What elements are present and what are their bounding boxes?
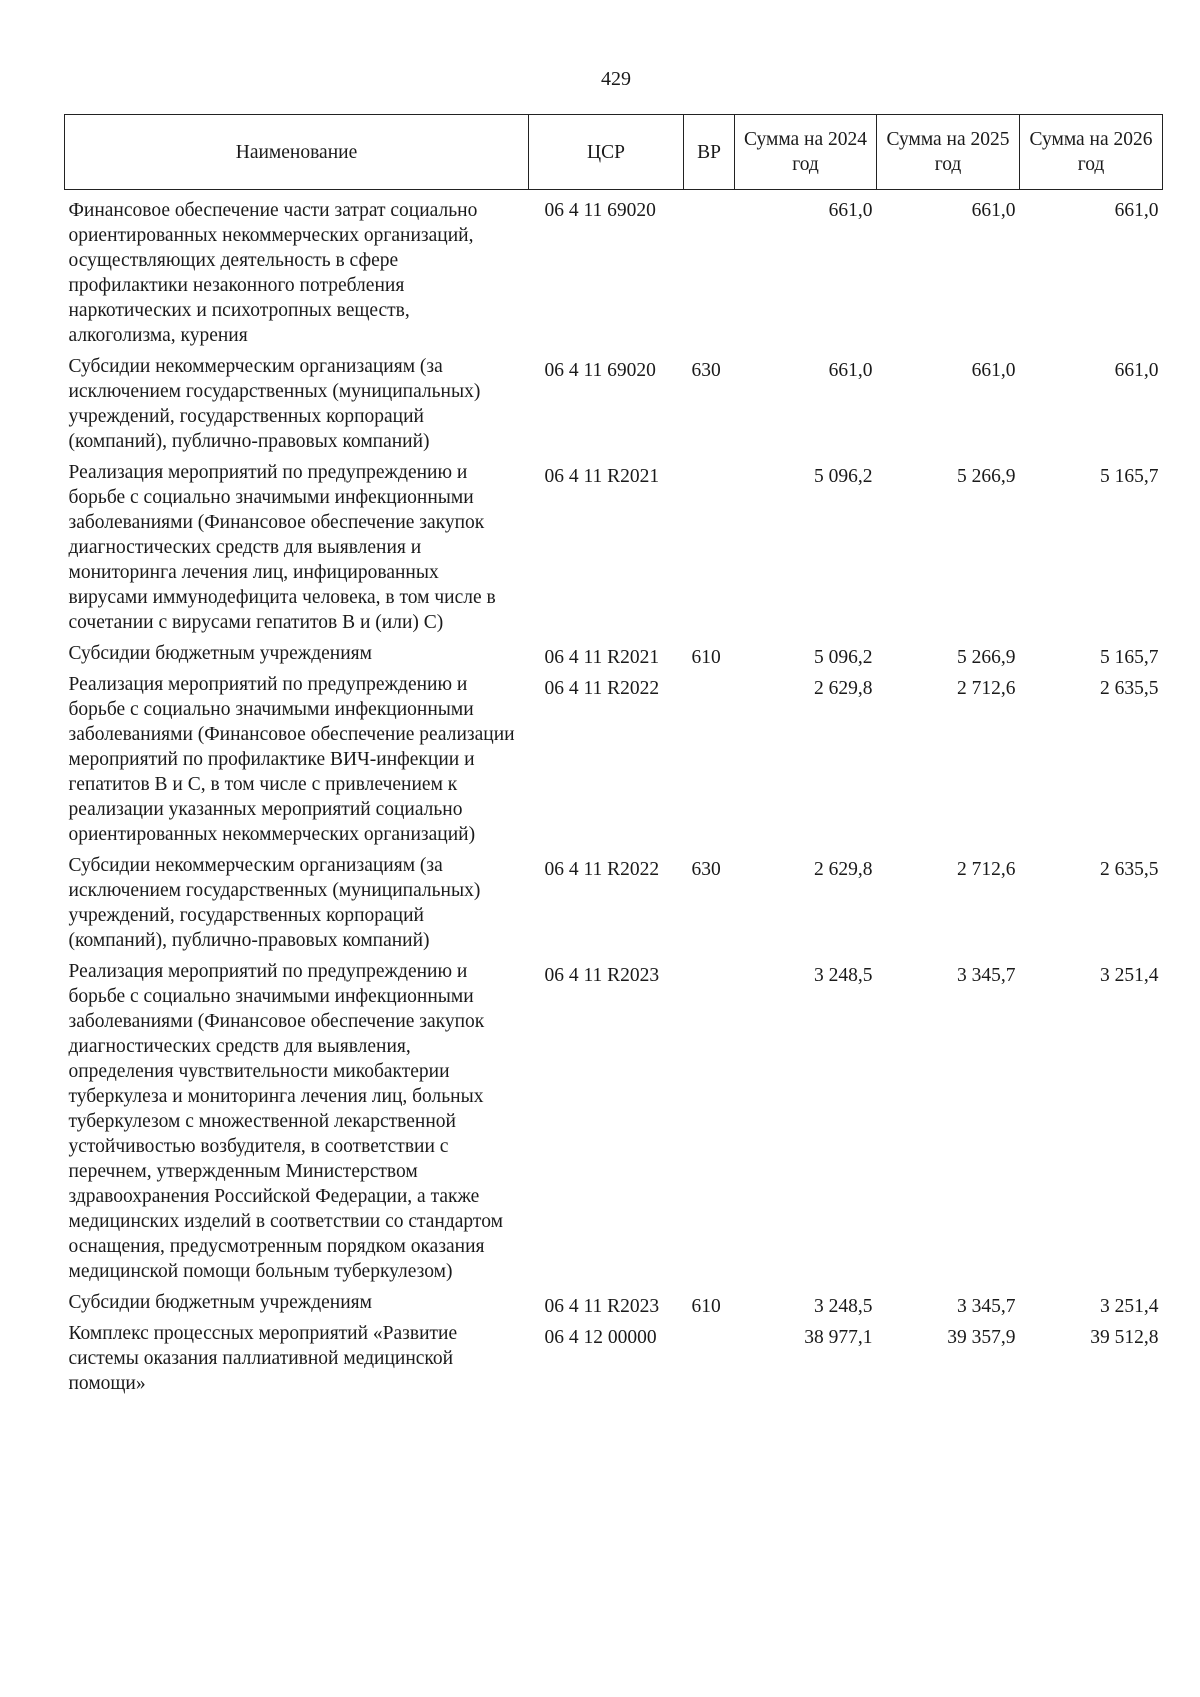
row-sum-2026: 5 165,7 <box>1100 466 1159 487</box>
row-csr: 06 4 11 R2023 <box>544 1296 660 1317</box>
header-sum-2026: Сумма на 2026 год <box>1020 115 1163 190</box>
row-sum-2025: 2 712,6 <box>957 678 1016 699</box>
row-csr: 06 4 11 R2021 <box>544 647 660 668</box>
row-csr: 06 4 11 69020 <box>544 200 656 221</box>
page-number: 429 <box>601 68 631 90</box>
row-vr <box>684 1321 735 1402</box>
row-sum-2025: 5 266,9 <box>957 466 1016 487</box>
table-row <box>65 1321 1163 1402</box>
row-name: Субсидии некоммерческим организациям (за исключением государственных (муниципальных) учреждений, государственных корпораций (компаний), публично-правовых компаний) <box>68 855 481 951</box>
table-row <box>65 460 1163 641</box>
row-sum-2024: 661,0 <box>828 360 873 381</box>
row-sum-2024: 3 248,5 <box>814 1296 873 1317</box>
row-sum-2026: 2 635,5 <box>1100 678 1159 699</box>
table-row <box>65 1290 1163 1321</box>
row-name: Комплекс процессных мероприятий «Развитие системы оказания паллиативной медицинской помощи» <box>68 1323 458 1394</box>
row-sum-2024: 5 096,2 <box>814 466 873 487</box>
header-sum-2025: Сумма на 2025 год <box>877 115 1020 190</box>
table-row <box>65 959 1163 1290</box>
row-vr: 630 <box>691 360 721 381</box>
table-body <box>65 190 1163 1403</box>
row-name: Субсидии некоммерческим организациям (за исключением государственных (муниципальных) учреждений, государственных корпораций (компаний), публично-правовых компаний) <box>68 356 481 452</box>
header-csr: ЦСР <box>529 115 684 190</box>
row-sum-2025: 661,0 <box>971 360 1016 381</box>
row-csr: 06 4 12 00000 <box>544 1327 657 1348</box>
header-vr: ВР <box>684 115 735 190</box>
row-sum-2026: 39 512,8 <box>1090 1327 1159 1348</box>
row-sum-2024: 3 248,5 <box>814 965 873 986</box>
table-row <box>65 190 1163 355</box>
row-sum-2026: 661,0 <box>1114 200 1159 221</box>
row-sum-2026: 2 635,5 <box>1100 859 1159 880</box>
row-sum-2024: 661,0 <box>828 200 873 221</box>
table-row <box>65 672 1163 853</box>
row-vr <box>684 672 735 853</box>
row-sum-2025: 661,0 <box>971 200 1016 221</box>
row-name: Реализация мероприятий по предупреждению и борьбе с социально значимыми инфекционными заболеваниями (Финансовое обеспечение закупок диагностических средств для выявления и мониторинга лечения лиц, инфицированных вирусами иммунодефицита человека, в том числе в сочетании с вирусами гепатитов В и (или) С) <box>68 462 496 633</box>
row-csr: 06 4 11 R2022 <box>544 859 660 880</box>
row-vr: 610 <box>691 1296 721 1317</box>
row-csr: 06 4 11 69020 <box>544 360 656 381</box>
row-name: Реализация мероприятий по предупреждению и борьбе с социально значимыми инфекционными заболеваниями (Финансовое обеспечение реализации мероприятий по профилактике ВИЧ-инфекции и гепатитов В и С, в том числе с привлечением к реализации указанных мероприятий социально ориентированных некоммерческих организаций) <box>68 674 515 845</box>
budget-table <box>64 114 1163 1402</box>
table-row <box>65 354 1163 460</box>
row-sum-2026: 3 251,4 <box>1100 965 1159 986</box>
row-sum-2024: 5 096,2 <box>814 647 873 668</box>
row-vr <box>684 460 735 641</box>
row-vr <box>684 190 735 355</box>
row-sum-2025: 3 345,7 <box>957 1296 1016 1317</box>
row-sum-2026: 5 165,7 <box>1100 647 1159 668</box>
row-name: Субсидии бюджетным учреждениям <box>68 1292 372 1313</box>
row-csr: 06 4 11 R2022 <box>544 678 660 699</box>
row-name: Субсидии бюджетным учреждениям <box>68 643 372 664</box>
row-sum-2025: 5 266,9 <box>957 647 1016 668</box>
row-vr: 630 <box>691 859 721 880</box>
row-sum-2025: 3 345,7 <box>957 965 1016 986</box>
row-sum-2026: 661,0 <box>1114 360 1159 381</box>
table-row <box>65 641 1163 672</box>
table-row <box>65 853 1163 959</box>
row-vr <box>684 959 735 1290</box>
row-sum-2025: 39 357,9 <box>947 1327 1016 1348</box>
row-sum-2026: 3 251,4 <box>1100 1296 1159 1317</box>
row-sum-2025: 2 712,6 <box>957 859 1016 880</box>
row-csr: 06 4 11 R2023 <box>544 965 660 986</box>
row-name: Реализация мероприятий по предупреждению и борьбе с социально значимыми инфекционными заболеваниями (Финансовое обеспечение закупок диагностических средств для выявления, определения чувствительности микобактерии туберкулеза и мониторинга лечения лиц, больных туберкулезом с множественной лекарственной устойчивостью возбудителя, в соответствии с перечнем, утвержденным Министерством здравоохранения Российской Федерации, а также медицинских изделий в соответствии со стандартом оснащения, предусмотренным порядком оказания медицинской помощи больным туберкулезом) <box>68 961 503 1282</box>
row-sum-2024: 38 977,1 <box>804 1327 873 1348</box>
table-header <box>65 115 1163 190</box>
row-csr: 06 4 11 R2021 <box>544 466 660 487</box>
header-sum-2024: Сумма на 2024 год <box>735 115 877 190</box>
row-name: Финансовое обеспечение части затрат социально ориентированных некоммерческих организаций, осуществляющих деятельность в сфере профилактики незаконного потребления наркотических и психотропных веществ, алкоголизма, курения <box>68 200 478 346</box>
row-sum-2024: 2 629,8 <box>814 678 873 699</box>
header-name: Наименование <box>65 115 529 190</box>
row-vr: 610 <box>691 647 721 668</box>
row-sum-2024: 2 629,8 <box>814 859 873 880</box>
